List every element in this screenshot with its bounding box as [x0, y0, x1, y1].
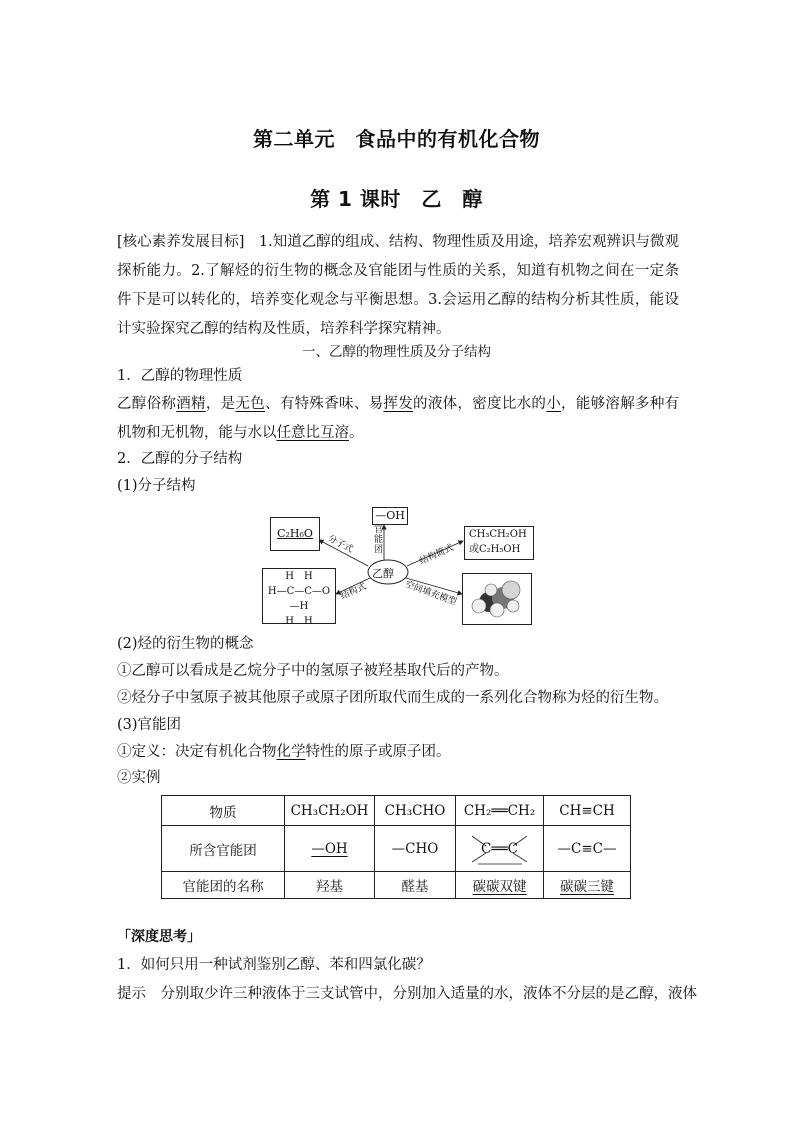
section-heading: 一、乙醇的物理性质及分子结构 — [302, 344, 491, 360]
molecular-structure-subtitle: (1)分子结构 — [117, 478, 196, 494]
functional-group-box: —OH — [372, 507, 408, 525]
ethanol-structure-diagram — [262, 500, 537, 625]
table-cell: —C≡C— — [544, 826, 631, 872]
space-filling-model-box — [462, 573, 532, 625]
physical-properties-text: 乙醇俗称酒精，是无色、有特殊香味、易挥发的液体，密度比水的小，能够溶解多种有机物和无机物，能与水以任意比互溶。 — [117, 396, 680, 441]
deep-thinking-title: 「深度思考」 — [117, 929, 201, 945]
table-cell: CH₃CHO — [375, 796, 456, 826]
table-cell: 碳碳双键 — [456, 872, 544, 899]
label-molecular: 分子式 — [325, 533, 355, 556]
lesson-title: 第 1 课时 乙 醇 — [310, 187, 483, 211]
table-cell: 所含官能团 — [162, 826, 285, 872]
table-cell: C══C — [456, 826, 544, 872]
table-cell: CH₂══CH₂ — [456, 796, 544, 826]
table-cell: 物质 — [162, 796, 285, 826]
derivative-title: (2)烃的衍生物的概念 — [117, 636, 254, 652]
table-row — [162, 872, 631, 899]
simplified-formula-box: CH₃CH₂OH 或C₂H₅OH — [464, 526, 534, 560]
table-cell: —CHO — [375, 826, 456, 872]
table-row — [162, 826, 631, 872]
table-cell: CH≡CH — [544, 796, 631, 826]
label-simplified: 结构简式 — [418, 543, 456, 567]
diagram-center-label: 乙醇 — [372, 567, 394, 580]
label-model: 空间填充模型 — [403, 579, 458, 608]
label-structural: 结构式 — [339, 581, 368, 602]
functional-group-examples: ②实例 — [117, 770, 161, 786]
molecular-structure-title: 2．乙醇的分子结构 — [117, 451, 243, 467]
functional-group-definition: ①定义：决定有机化合物化学特性的原子或原子团。 — [117, 744, 451, 760]
objectives-paragraph: [核心素养发展目标] 1.知道乙醇的组成、结构、物理性质及用途，培养宏观辨识与微观探析能力。2.了解烃的衍生物的概念及官能团与性质的关系，知道有机物之间在一定条件下是可以转化的，培养变化观念与平衡思想。3.会运用乙醇的结构分析其性质，能设计实验探究乙醇的结构及性质，培养科学探究精神。 — [117, 234, 679, 337]
unit-title: 第二单元 食品中的有机化合物 — [253, 127, 540, 151]
label-functional: 官能团 — [374, 525, 384, 555]
table-cell: 羟基 — [285, 872, 375, 899]
derivative-point-2: ②烃分子中氢原子被其他原子或原子团所取代而生成的一系列化合物称为烃的衍生物。 — [117, 690, 668, 706]
table-cell: —OH — [285, 826, 375, 872]
table-cell: 碳碳三键 — [544, 872, 631, 899]
derivative-point-1: ①乙醇可以看成是乙烷分子中的氢原子被羟基取代后的产物。 — [117, 663, 509, 679]
hint-text: 提示 分别取少许三种液体于三支试管中，分别加入适量的水，液体不分层的是乙醇，液体 — [117, 986, 697, 1002]
functional-group-table — [161, 795, 631, 899]
table-cell: 官能团的名称 — [162, 872, 285, 899]
physical-properties-title: 1．乙醇的物理性质 — [117, 368, 243, 384]
table-cell: 醛基 — [375, 872, 456, 899]
table-cell: CH₃CH₂OH — [285, 796, 375, 826]
question-1: 1．如何只用一种试剂鉴别乙醇、苯和四氯化碳？ — [117, 957, 431, 973]
molecular-formula-box: C₂H₆O — [270, 517, 320, 551]
functional-group-title: (3)官能团 — [117, 717, 182, 733]
space-filling-model-icon — [463, 574, 531, 624]
table-row — [162, 796, 631, 826]
structural-formula-box: H H H—C—C—O—H H H — [262, 568, 336, 624]
